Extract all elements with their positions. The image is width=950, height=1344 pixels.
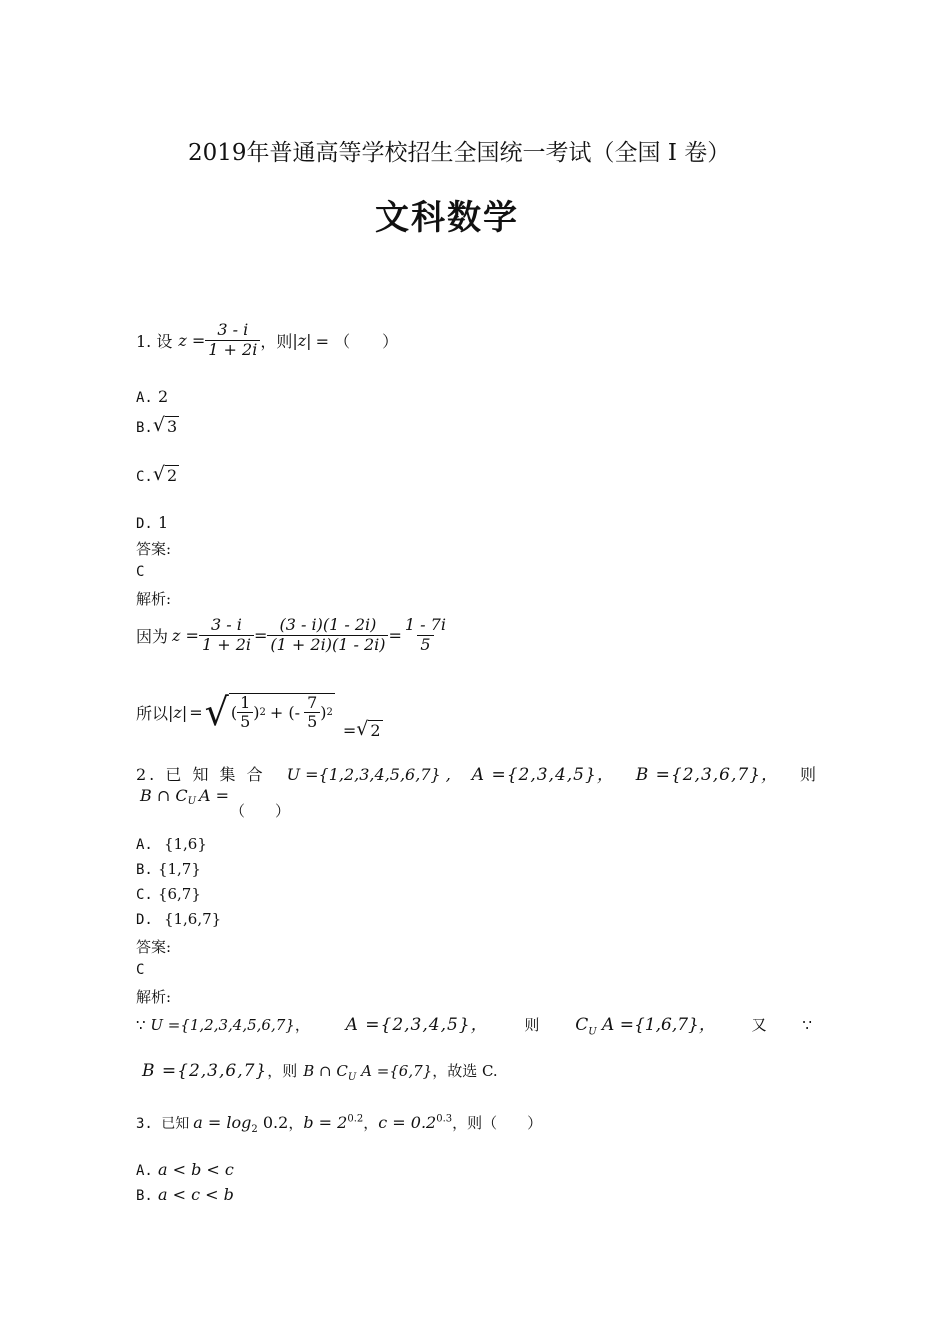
sqrt-sign-icon: √ [152, 414, 165, 436]
q2-analysis-line1 [136, 1010, 812, 1037]
q1-fraction [205, 321, 260, 359]
option-label: A. [136, 837, 153, 853]
q1-a1-z: z = [172, 625, 199, 645]
q3-prefix: 3. 已知 [136, 1116, 190, 1132]
q1-a1-eq2: = [388, 625, 402, 645]
q2-expr: B ∩ C [140, 786, 188, 805]
question-1-stem [136, 318, 398, 362]
q1-a2-prefix: 所以 [136, 703, 169, 723]
q1-analysis-line2 [136, 684, 383, 740]
q1-a2-big-sqrt: √ ( $\frac{1}{5}$ ) 2 + (- $\frac{7}{5}$ ) 2 [204, 689, 333, 734]
q2-an-CU: $C_U$ A ={1,6,7}， [575, 1015, 716, 1038]
q1-answer: C [136, 564, 145, 580]
q1-a1-eq: = [254, 625, 268, 645]
q1-frac-num: 3 - i [217, 320, 249, 340]
q1-a2-plus: + (- [269, 703, 301, 722]
q2-analysis-line2 [142, 1060, 498, 1083]
q1-analysis-line1 [136, 612, 449, 658]
q2-expr-tail: A = [199, 786, 230, 805]
option-label: A. [136, 390, 153, 406]
q1-a1-frac2: $\frac{(3 - i)(1 - 2i)}{(1 + 2i)(1 - 2i)}$ [267, 616, 388, 654]
q2-an-then: 则 [524, 1016, 540, 1034]
option-value: {6,7} [157, 885, 201, 903]
q1-a2-sqrt2: √ 2 [356, 718, 381, 740]
q1-a2-sq1: 2 [259, 707, 266, 718]
q2-an-because: ∵ U ={1,2,3,4,5,6,7}， [136, 1016, 310, 1034]
q2-an-A: A ={2,3,4,5}， [345, 1015, 489, 1035]
q2-answer: C [136, 962, 145, 978]
q2-stem-line2 [140, 786, 229, 807]
q2-an-because2: ∵ [802, 1016, 812, 1034]
option-value: 1 [157, 513, 169, 532]
q3-b-def: $b = 2^{0.2}$ [303, 1113, 364, 1132]
q2-then: 则 [799, 765, 816, 784]
q2-option-c [136, 884, 201, 903]
q1-z-eq: z = [178, 330, 206, 350]
q2-option-b [136, 859, 201, 878]
q1-a2-frac1: $\frac{1}{5}$ [237, 694, 253, 732]
q2-an-then2: ，则 [267, 1062, 298, 1080]
sqrt-3: √ 3 [152, 414, 178, 436]
q2-an-end: ，故选 C. [432, 1062, 498, 1080]
q1-option-b [136, 416, 179, 436]
q3-a-def: $a = \log_2 0.2$ [193, 1113, 289, 1136]
q2-an-res: B ∩ $C_U$ A ={6,7} [303, 1062, 433, 1083]
q2-answer-label: 答案: [136, 938, 172, 956]
question-2-stem [136, 760, 816, 785]
q2-B-set: B ={2,3,6,7}， [635, 765, 780, 785]
q1-abs-z: |z| [292, 330, 312, 350]
sqrt-sign-icon: √ [204, 689, 229, 734]
option-label: B. [136, 420, 153, 436]
option-label: D. [136, 516, 153, 532]
q3-comma2: ， [363, 1114, 379, 1132]
q1-a2-absz: |z| [168, 702, 188, 722]
subject-title: 文科数学 [375, 199, 519, 237]
q2-sub-U: U [187, 796, 197, 807]
sqrt-sign-icon: √ [152, 463, 165, 485]
q1-a1-prefix: 因为 [136, 626, 169, 646]
option-label: C. [136, 469, 153, 485]
sqrt-2: √ 2 [152, 463, 178, 485]
q2-option-a [136, 834, 207, 853]
exam-title: 2019年普通高等学校招生全国统一考试（全国 I 卷） [188, 140, 731, 166]
sqrt-sign-icon: √ [356, 718, 369, 740]
option-value: {1,7} [157, 860, 201, 878]
q1-option-d [136, 513, 168, 532]
q1-prefix: 1. 设 [136, 331, 173, 351]
q2-A-set: A ={2,3,4,5}， [471, 765, 615, 785]
q2-analysis-label: 解析: [136, 988, 172, 1006]
q2-an-also: 又 [751, 1016, 767, 1034]
option-value: a < c < b [157, 1185, 234, 1204]
option-value: 2 [157, 387, 169, 406]
option-value: {1,6} [163, 835, 207, 853]
q2-option-d [136, 909, 221, 928]
q2-U-set: U ={1,2,3,4,5,6,7} , [286, 765, 451, 784]
q3-comma1: ， [288, 1114, 304, 1132]
option-label: B. [136, 1188, 153, 1204]
q2-paren: （ ） [230, 802, 291, 820]
question-3-stem [136, 1112, 542, 1135]
q1-a1-frac1: $\frac{3 - i}{1 + 2i}$ [199, 616, 254, 654]
q1-eq-paren: = （ ） [315, 331, 399, 351]
option-value: {1,6,7} [163, 910, 222, 928]
q1-a2-eq: = [189, 702, 203, 722]
option-value: a < b < c [157, 1160, 234, 1179]
q1-a2-frac2: $\frac{7}{5}$ [304, 694, 320, 732]
option-label: C. [136, 887, 153, 903]
q1-a2-result: = [342, 721, 357, 740]
option-label: D. [136, 912, 153, 928]
q1-mid: ，则 [260, 331, 293, 351]
q3-tail: ，则（ ） [452, 1114, 543, 1132]
option-label: B. [136, 862, 153, 878]
q1-analysis-label: 解析: [136, 590, 172, 608]
q1-a1-frac3: $\frac{1 - 7i}{5}$ [404, 615, 446, 654]
q3-c-def: $c = 0.2^{0.3}$ [378, 1113, 453, 1132]
q3-option-a [136, 1160, 234, 1179]
q1-option-a [136, 387, 168, 406]
q2-an-B: B ={2,3,6,7} [142, 1061, 268, 1081]
option-label: A. [136, 1163, 153, 1179]
q1-option-c [136, 465, 179, 485]
q1-frac-den: 1 + 2i [205, 340, 260, 359]
q1-answer-label: 答案: [136, 540, 172, 558]
q3-option-b [136, 1185, 234, 1204]
q2-prefix: 2. 已 知 集 合 [136, 765, 266, 784]
q1-a2-sq2: 2 [326, 707, 333, 718]
